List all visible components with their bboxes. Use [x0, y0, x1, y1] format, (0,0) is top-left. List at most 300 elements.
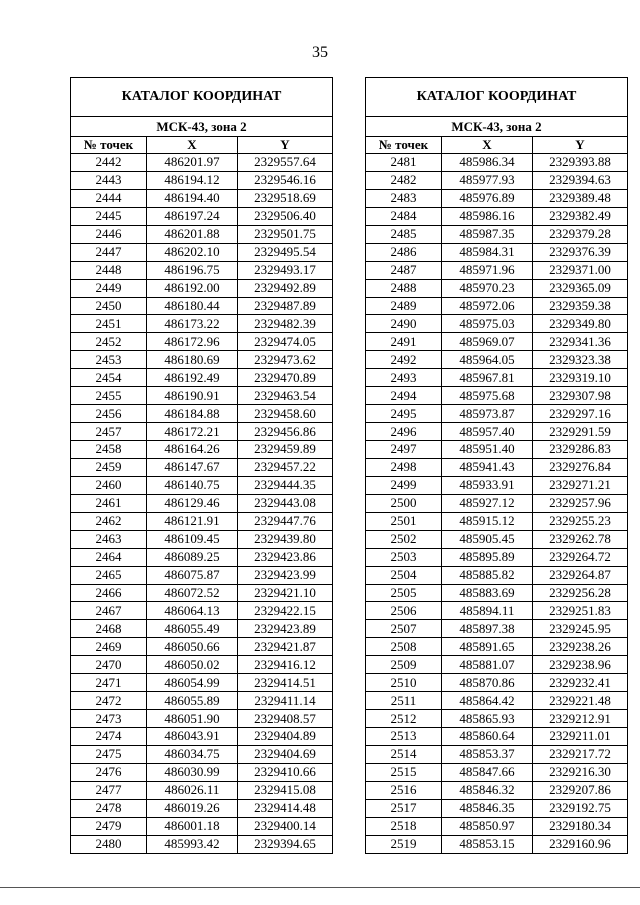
- table-row: [71, 692, 333, 710]
- table-row: [366, 817, 628, 835]
- x-coordinate: 485847.66: [442, 763, 533, 781]
- x-coordinate: 486172.21: [147, 423, 238, 441]
- x-coordinate: 486109.45: [147, 530, 238, 548]
- point-number: 2450: [71, 297, 147, 315]
- point-number: 2512: [366, 710, 442, 728]
- x-coordinate: 486034.75: [147, 745, 238, 763]
- point-number: 2462: [71, 512, 147, 530]
- y-coordinate: 2329291.59: [533, 423, 628, 441]
- point-number: 2497: [366, 441, 442, 459]
- x-coordinate: 485951.40: [442, 441, 533, 459]
- point-number: 2481: [366, 154, 442, 172]
- table-row: [71, 405, 333, 423]
- point-number: 2493: [366, 369, 442, 387]
- table-row: [366, 602, 628, 620]
- table-row: [71, 387, 333, 405]
- y-coordinate: 2329423.99: [238, 566, 333, 584]
- y-coordinate: 2329400.14: [238, 817, 333, 835]
- x-coordinate: 485969.07: [442, 333, 533, 351]
- x-coordinate: 486190.91: [147, 387, 238, 405]
- x-coordinate: 485976.89: [442, 189, 533, 207]
- table-row: [366, 405, 628, 423]
- point-number: 2461: [71, 494, 147, 512]
- x-coordinate: 486072.52: [147, 584, 238, 602]
- y-coordinate: 2329501.75: [238, 225, 333, 243]
- y-coordinate: 2329493.17: [238, 261, 333, 279]
- point-number: 2446: [71, 225, 147, 243]
- table-row: [71, 369, 333, 387]
- y-coordinate: 2329495.54: [238, 243, 333, 261]
- table-row: [71, 315, 333, 333]
- point-number: 2482: [366, 171, 442, 189]
- table-row: [71, 458, 333, 476]
- y-coordinate: 2329404.69: [238, 745, 333, 763]
- point-number: 2455: [71, 387, 147, 405]
- x-coordinate: 485933.91: [442, 476, 533, 494]
- point-number: 2470: [71, 656, 147, 674]
- x-coordinate: 485971.96: [442, 261, 533, 279]
- y-coordinate: 2329393.88: [533, 154, 628, 172]
- point-number: 2490: [366, 315, 442, 333]
- table-row: [366, 261, 628, 279]
- table-row: [366, 781, 628, 799]
- y-coordinate: 2329264.72: [533, 548, 628, 566]
- table-row: [366, 763, 628, 781]
- point-number: 2472: [71, 692, 147, 710]
- coordinate-system: МСК-43, зона 2: [71, 117, 333, 137]
- y-coordinate: 2329216.30: [533, 763, 628, 781]
- y-coordinate: 2329411.14: [238, 692, 333, 710]
- point-number: 2465: [71, 566, 147, 584]
- x-coordinate: 486064.13: [147, 602, 238, 620]
- point-number: 2503: [366, 548, 442, 566]
- x-coordinate: 486184.88: [147, 405, 238, 423]
- point-number: 2478: [71, 799, 147, 817]
- x-coordinate: 486201.88: [147, 225, 238, 243]
- point-number: 2518: [366, 817, 442, 835]
- table-row: [71, 584, 333, 602]
- y-coordinate: 2329382.49: [533, 207, 628, 225]
- point-number: 2486: [366, 243, 442, 261]
- x-coordinate: 486192.00: [147, 279, 238, 297]
- table-row: [366, 207, 628, 225]
- table-row: [71, 620, 333, 638]
- x-coordinate: 486192.49: [147, 369, 238, 387]
- x-coordinate: 485987.35: [442, 225, 533, 243]
- table-row: [71, 189, 333, 207]
- point-number: 2460: [71, 476, 147, 494]
- point-number: 2464: [71, 548, 147, 566]
- x-coordinate: 486202.10: [147, 243, 238, 261]
- x-coordinate: 485853.15: [442, 835, 533, 853]
- x-coordinate: 486147.67: [147, 458, 238, 476]
- x-coordinate: 486201.97: [147, 154, 238, 172]
- x-coordinate: 485984.31: [442, 243, 533, 261]
- column-header-y: Y: [238, 137, 333, 154]
- point-number: 2449: [71, 279, 147, 297]
- x-coordinate: 485975.03: [442, 315, 533, 333]
- point-number: 2469: [71, 638, 147, 656]
- point-number: 2492: [366, 351, 442, 369]
- table-row: [366, 494, 628, 512]
- x-coordinate: 486050.66: [147, 638, 238, 656]
- x-coordinate: 485915.12: [442, 512, 533, 530]
- y-coordinate: 2329421.87: [238, 638, 333, 656]
- x-coordinate: 486197.24: [147, 207, 238, 225]
- point-number: 2511: [366, 692, 442, 710]
- point-number: 2494: [366, 387, 442, 405]
- point-number: 2468: [71, 620, 147, 638]
- table-row: [71, 728, 333, 746]
- table-row: [366, 315, 628, 333]
- point-number: 2474: [71, 728, 147, 746]
- y-coordinate: 2329474.05: [238, 333, 333, 351]
- y-coordinate: 2329423.89: [238, 620, 333, 638]
- page-number: 35: [312, 44, 328, 61]
- point-number: 2504: [366, 566, 442, 584]
- x-coordinate: 486194.40: [147, 189, 238, 207]
- point-number: 2466: [71, 584, 147, 602]
- table-row: [366, 333, 628, 351]
- table-row: [71, 423, 333, 441]
- table-row: [71, 566, 333, 584]
- y-coordinate: 2329365.09: [533, 279, 628, 297]
- column-header-point: № точек: [71, 137, 147, 154]
- table-row: [366, 387, 628, 405]
- y-coordinate: 2329180.34: [533, 817, 628, 835]
- y-coordinate: 2329443.08: [238, 494, 333, 512]
- table-row: [71, 781, 333, 799]
- point-number: 2506: [366, 602, 442, 620]
- y-coordinate: 2329482.39: [238, 315, 333, 333]
- table-row: [366, 692, 628, 710]
- table-row: [71, 674, 333, 692]
- y-coordinate: 2329414.48: [238, 799, 333, 817]
- x-coordinate: 486129.46: [147, 494, 238, 512]
- x-coordinate: 485967.81: [442, 369, 533, 387]
- x-coordinate: 485881.07: [442, 656, 533, 674]
- table-row: [366, 530, 628, 548]
- table-row: [366, 512, 628, 530]
- point-number: 2516: [366, 781, 442, 799]
- table-row: [71, 799, 333, 817]
- point-number: 2476: [71, 763, 147, 781]
- table-row: [366, 638, 628, 656]
- table-row: [71, 279, 333, 297]
- point-number: 2500: [366, 494, 442, 512]
- coordinate-catalog-right: [365, 77, 628, 854]
- catalog-title: КАТАЛОГ КООРДИНАТ: [366, 78, 628, 117]
- y-coordinate: 2329232.41: [533, 674, 628, 692]
- point-number: 2501: [366, 512, 442, 530]
- x-coordinate: 485941.43: [442, 458, 533, 476]
- point-number: 2452: [71, 333, 147, 351]
- table-row: [366, 441, 628, 459]
- table-row: [71, 763, 333, 781]
- x-coordinate: 486172.96: [147, 333, 238, 351]
- x-coordinate: 485993.42: [147, 835, 238, 853]
- y-coordinate: 2329389.48: [533, 189, 628, 207]
- table-row: [71, 835, 333, 853]
- point-number: 2454: [71, 369, 147, 387]
- y-coordinate: 2329487.89: [238, 297, 333, 315]
- x-coordinate: 485964.05: [442, 351, 533, 369]
- x-coordinate: 486051.90: [147, 710, 238, 728]
- table-row: [366, 620, 628, 638]
- table-row: [71, 261, 333, 279]
- y-coordinate: 2329473.62: [238, 351, 333, 369]
- table-row: [366, 656, 628, 674]
- point-number: 2443: [71, 171, 147, 189]
- y-coordinate: 2329376.39: [533, 243, 628, 261]
- table-row: [366, 835, 628, 853]
- table-row: [366, 369, 628, 387]
- y-coordinate: 2329256.28: [533, 584, 628, 602]
- y-coordinate: 2329463.54: [238, 387, 333, 405]
- x-coordinate: 486180.69: [147, 351, 238, 369]
- table-row: [71, 494, 333, 512]
- x-coordinate: 485865.93: [442, 710, 533, 728]
- point-number: 2519: [366, 835, 442, 853]
- x-coordinate: 485846.32: [442, 781, 533, 799]
- table-row: [71, 333, 333, 351]
- x-coordinate: 485897.38: [442, 620, 533, 638]
- point-number: 2444: [71, 189, 147, 207]
- point-number: 2513: [366, 728, 442, 746]
- table-row: [366, 423, 628, 441]
- y-coordinate: 2329423.86: [238, 548, 333, 566]
- x-coordinate: 486054.99: [147, 674, 238, 692]
- x-coordinate: 485894.11: [442, 602, 533, 620]
- table-row: [366, 243, 628, 261]
- point-number: 2507: [366, 620, 442, 638]
- x-coordinate: 485957.40: [442, 423, 533, 441]
- y-coordinate: 2329394.65: [238, 835, 333, 853]
- point-number: 2453: [71, 351, 147, 369]
- table-row: [366, 674, 628, 692]
- point-number: 2445: [71, 207, 147, 225]
- x-coordinate: 486030.99: [147, 763, 238, 781]
- table-row: [71, 602, 333, 620]
- y-coordinate: 2329319.10: [533, 369, 628, 387]
- x-coordinate: 486050.02: [147, 656, 238, 674]
- point-number: 2496: [366, 423, 442, 441]
- y-coordinate: 2329349.80: [533, 315, 628, 333]
- table-row: [366, 189, 628, 207]
- point-number: 2484: [366, 207, 442, 225]
- table-row: [366, 584, 628, 602]
- x-coordinate: 485986.34: [442, 154, 533, 172]
- point-number: 2508: [366, 638, 442, 656]
- table-row: [71, 225, 333, 243]
- table-row: [71, 154, 333, 172]
- point-number: 2447: [71, 243, 147, 261]
- point-number: 2456: [71, 405, 147, 423]
- x-coordinate: 486173.22: [147, 315, 238, 333]
- y-coordinate: 2329257.96: [533, 494, 628, 512]
- y-coordinate: 2329323.38: [533, 351, 628, 369]
- point-number: 2489: [366, 297, 442, 315]
- coordinate-catalog-left: [70, 77, 333, 854]
- table-row: [366, 458, 628, 476]
- y-coordinate: 2329217.72: [533, 745, 628, 763]
- table-row: [366, 548, 628, 566]
- y-coordinate: 2329439.80: [238, 530, 333, 548]
- y-coordinate: 2329459.89: [238, 441, 333, 459]
- table-row: [71, 530, 333, 548]
- x-coordinate: 486196.75: [147, 261, 238, 279]
- point-number: 2488: [366, 279, 442, 297]
- table-row: [366, 710, 628, 728]
- point-number: 2510: [366, 674, 442, 692]
- x-coordinate: 486075.87: [147, 566, 238, 584]
- y-coordinate: 2329470.89: [238, 369, 333, 387]
- x-coordinate: 485853.37: [442, 745, 533, 763]
- y-coordinate: 2329410.66: [238, 763, 333, 781]
- x-coordinate: 485986.16: [442, 207, 533, 225]
- point-number: 2471: [71, 674, 147, 692]
- y-coordinate: 2329506.40: [238, 207, 333, 225]
- table-row: [366, 728, 628, 746]
- page-bottom-rule: [0, 887, 640, 888]
- point-number: 2459: [71, 458, 147, 476]
- y-coordinate: 2329444.35: [238, 476, 333, 494]
- point-number: 2514: [366, 745, 442, 763]
- point-number: 2495: [366, 405, 442, 423]
- point-number: 2477: [71, 781, 147, 799]
- y-coordinate: 2329456.86: [238, 423, 333, 441]
- y-coordinate: 2329212.91: [533, 710, 628, 728]
- table-row: [366, 171, 628, 189]
- table-row: [71, 207, 333, 225]
- x-coordinate: 485977.93: [442, 171, 533, 189]
- column-header-point: № точек: [366, 137, 442, 154]
- table-row: [71, 441, 333, 459]
- point-number: 2505: [366, 584, 442, 602]
- table-row: [71, 297, 333, 315]
- y-coordinate: 2329307.98: [533, 387, 628, 405]
- y-coordinate: 2329404.89: [238, 728, 333, 746]
- y-coordinate: 2329245.95: [533, 620, 628, 638]
- column-header-x: X: [442, 137, 533, 154]
- x-coordinate: 485975.68: [442, 387, 533, 405]
- table-row: [366, 476, 628, 494]
- table-row: [366, 799, 628, 817]
- column-header-y: Y: [533, 137, 628, 154]
- point-number: 2509: [366, 656, 442, 674]
- table-row: [366, 297, 628, 315]
- y-coordinate: 2329238.26: [533, 638, 628, 656]
- table-row: [71, 171, 333, 189]
- point-number: 2463: [71, 530, 147, 548]
- y-coordinate: 2329492.89: [238, 279, 333, 297]
- y-coordinate: 2329262.78: [533, 530, 628, 548]
- point-number: 2502: [366, 530, 442, 548]
- point-number: 2515: [366, 763, 442, 781]
- x-coordinate: 486001.18: [147, 817, 238, 835]
- y-coordinate: 2329341.36: [533, 333, 628, 351]
- y-coordinate: 2329238.96: [533, 656, 628, 674]
- table-row: [71, 548, 333, 566]
- y-coordinate: 2329207.86: [533, 781, 628, 799]
- y-coordinate: 2329264.87: [533, 566, 628, 584]
- point-number: 2475: [71, 745, 147, 763]
- table-row: [71, 710, 333, 728]
- point-number: 2480: [71, 835, 147, 853]
- x-coordinate: 485864.42: [442, 692, 533, 710]
- coordinate-system: МСК-43, зона 2: [366, 117, 628, 137]
- y-coordinate: 2329518.69: [238, 189, 333, 207]
- column-header-x: X: [147, 137, 238, 154]
- x-coordinate: 486019.26: [147, 799, 238, 817]
- x-coordinate: 485970.23: [442, 279, 533, 297]
- y-coordinate: 2329271.21: [533, 476, 628, 494]
- x-coordinate: 485846.35: [442, 799, 533, 817]
- y-coordinate: 2329276.84: [533, 458, 628, 476]
- y-coordinate: 2329379.28: [533, 225, 628, 243]
- x-coordinate: 485973.87: [442, 405, 533, 423]
- point-number: 2457: [71, 423, 147, 441]
- y-coordinate: 2329297.16: [533, 405, 628, 423]
- x-coordinate: 485850.97: [442, 817, 533, 835]
- point-number: 2442: [71, 154, 147, 172]
- y-coordinate: 2329457.22: [238, 458, 333, 476]
- table-row: [366, 154, 628, 172]
- y-coordinate: 2329421.10: [238, 584, 333, 602]
- point-number: 2485: [366, 225, 442, 243]
- table-row: [366, 566, 628, 584]
- y-coordinate: 2329160.96: [533, 835, 628, 853]
- x-coordinate: 486194.12: [147, 171, 238, 189]
- x-coordinate: 486089.25: [147, 548, 238, 566]
- point-number: 2483: [366, 189, 442, 207]
- table-row: [71, 351, 333, 369]
- y-coordinate: 2329414.51: [238, 674, 333, 692]
- y-coordinate: 2329255.23: [533, 512, 628, 530]
- table-row: [71, 817, 333, 835]
- x-coordinate: 485891.65: [442, 638, 533, 656]
- x-coordinate: 486043.91: [147, 728, 238, 746]
- y-coordinate: 2329211.01: [533, 728, 628, 746]
- point-number: 2451: [71, 315, 147, 333]
- table-row: [71, 512, 333, 530]
- point-number: 2499: [366, 476, 442, 494]
- y-coordinate: 2329359.38: [533, 297, 628, 315]
- y-coordinate: 2329557.64: [238, 154, 333, 172]
- x-coordinate: 485870.86: [442, 674, 533, 692]
- x-coordinate: 485860.64: [442, 728, 533, 746]
- y-coordinate: 2329286.83: [533, 441, 628, 459]
- x-coordinate: 486140.75: [147, 476, 238, 494]
- y-coordinate: 2329546.16: [238, 171, 333, 189]
- y-coordinate: 2329251.83: [533, 602, 628, 620]
- point-number: 2491: [366, 333, 442, 351]
- point-number: 2458: [71, 441, 147, 459]
- table-row: [71, 243, 333, 261]
- point-number: 2517: [366, 799, 442, 817]
- x-coordinate: 486180.44: [147, 297, 238, 315]
- x-coordinate: 485883.69: [442, 584, 533, 602]
- x-coordinate: 485885.82: [442, 566, 533, 584]
- y-coordinate: 2329394.63: [533, 171, 628, 189]
- y-coordinate: 2329371.00: [533, 261, 628, 279]
- y-coordinate: 2329415.08: [238, 781, 333, 799]
- y-coordinate: 2329221.48: [533, 692, 628, 710]
- catalog-title: КАТАЛОГ КООРДИНАТ: [71, 78, 333, 117]
- x-coordinate: 485972.06: [442, 297, 533, 315]
- x-coordinate: 485905.45: [442, 530, 533, 548]
- y-coordinate: 2329192.75: [533, 799, 628, 817]
